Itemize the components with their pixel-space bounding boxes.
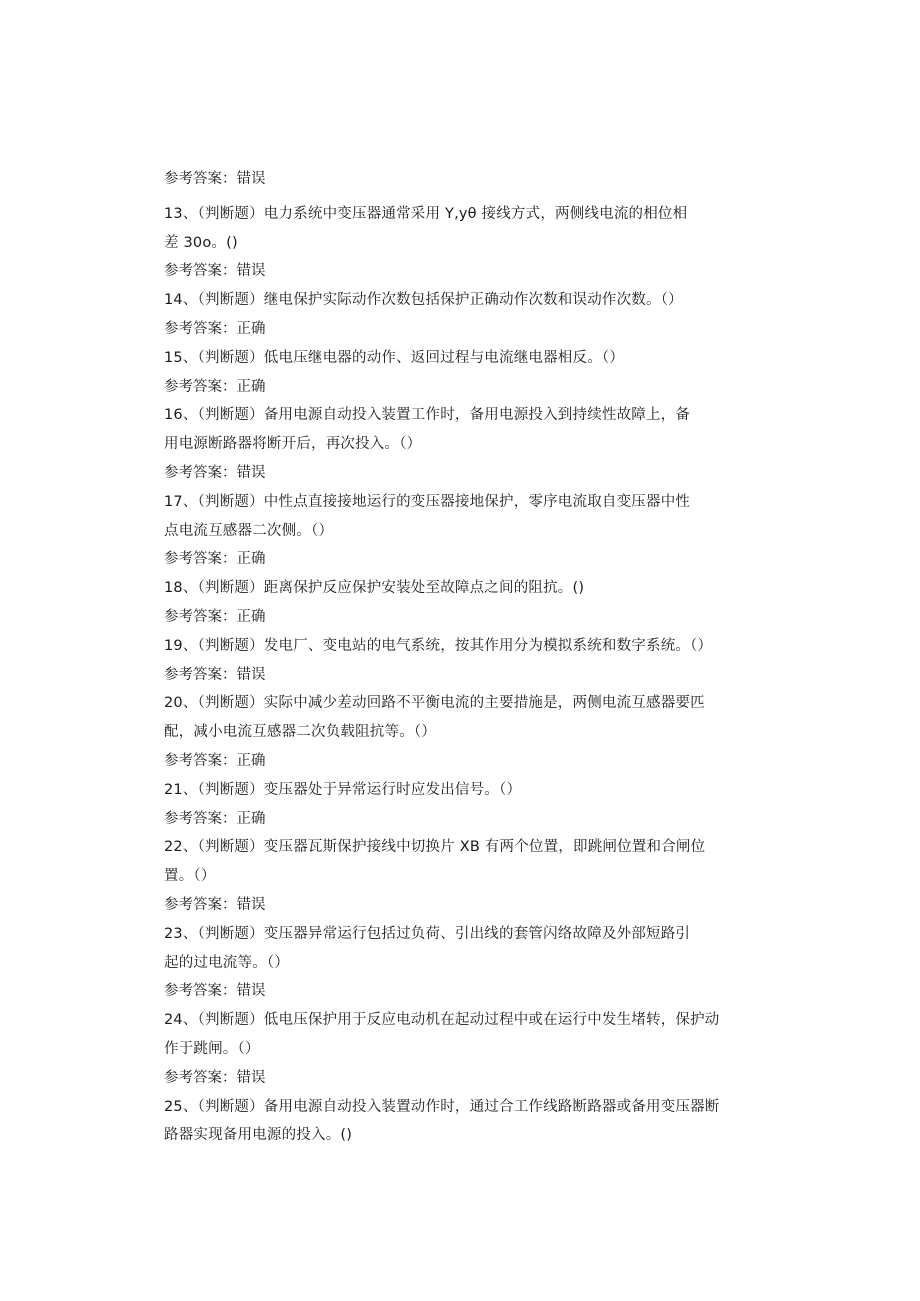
question-line: 17、（判断题）中性点直接接地运行的变压器接地保护，零序电流取自变压器中性 — [164, 493, 691, 510]
question-line: 起的过电流等。（） — [164, 954, 290, 971]
question-line: 18、（判断题）距离保护反应保护安装处至故障点之间的阻抗。() — [164, 580, 585, 597]
question-line: 用电源断路器将断开后，再次投入。（） — [164, 436, 422, 453]
answer-line: 参考答案：正确 — [164, 608, 266, 625]
question-line: 23、（判断题）变压器异常运行包括过负荷、引出线的套管闪络故障及外部短路引 — [164, 925, 691, 942]
question-line: 25、（判断题）备用电源自动投入装置动作时，通过合工作线路断路器或备用变压器断 — [164, 1098, 720, 1115]
question-item — [164, 488, 764, 574]
question-line: 路器实现备用电源的投入。() — [164, 1127, 353, 1144]
answer-line: 参考答案：正确 — [164, 752, 266, 769]
answer-line: 参考答案：错误 — [164, 263, 266, 280]
answer-line: 参考答案：正确 — [164, 378, 266, 395]
question-item — [164, 776, 764, 834]
answer-line: 参考答案：错误 — [164, 666, 266, 683]
question-item — [164, 1006, 764, 1092]
question-line: 14、（判断题）继电保护实际动作次数包括保护正确动作次数和误动作次数。（） — [164, 292, 683, 309]
question-item — [164, 1093, 764, 1151]
question-line: 16、（判断题）备用电源自动投入装置工作时，备用电源投入到持续性故障上，备 — [164, 407, 691, 424]
answer-line: 参考答案：错误 — [164, 464, 266, 481]
question-item — [164, 574, 764, 632]
answer-line: 参考答案：错误 — [164, 171, 266, 187]
question-line: 置。（） — [164, 868, 216, 885]
question-line: 13、（判断题）电力系统中变压器通常采用 Y,yθ 接线方式，两侧线电流的相位相 — [164, 205, 688, 222]
question-line: 20、（判断题）实际中减少差动回路不平衡电流的主要措施是，两侧电流互感器要匹 — [164, 695, 705, 712]
question-line: 配，减小电流互感器二次负载阻抗等。（） — [164, 724, 437, 741]
answer-line: 参考答案：错误 — [164, 983, 266, 1000]
question-list — [164, 165, 764, 1150]
question-item — [164, 286, 764, 344]
answer-line: 参考答案：正确 — [164, 551, 266, 568]
answer-line: 参考答案：错误 — [164, 1069, 266, 1086]
question-item — [164, 632, 764, 690]
question-line: 作于跳闸。（） — [164, 1040, 260, 1057]
question-line: 19、（判断题）发电厂、变电站的电气系统，按其作用分为模拟系统和数字系统。（） — [164, 637, 713, 654]
question-item — [164, 920, 764, 1006]
question-item — [164, 833, 764, 919]
answer-line: 参考答案：正确 — [164, 810, 266, 827]
question-item — [164, 344, 764, 402]
question-line: 24、（判断题）低电压保护用于反应电动机在起动过程中或在运行中发生堵转，保护动 — [164, 1012, 720, 1029]
question-item — [164, 689, 764, 775]
question-line: 15、（判断题）低电压继电器的动作、返回过程与电流继电器相反。（） — [164, 349, 625, 366]
question-item — [164, 401, 764, 487]
question-line: 21、（判断题）变压器处于异常运行时应发出信号。（） — [164, 781, 522, 798]
question-item — [164, 200, 764, 286]
question-line: 22、（判断题）变压器瓦斯保护接线中切换片 XB 有两个位置，即跳闸位置和合闸位 — [164, 839, 706, 856]
answer-line: 参考答案：正确 — [164, 320, 266, 337]
answer-line: 参考答案：错误 — [164, 896, 266, 913]
question-line: 点电流互感器二次侧。（） — [164, 522, 334, 539]
question-line: 差 30o。() — [164, 234, 238, 251]
